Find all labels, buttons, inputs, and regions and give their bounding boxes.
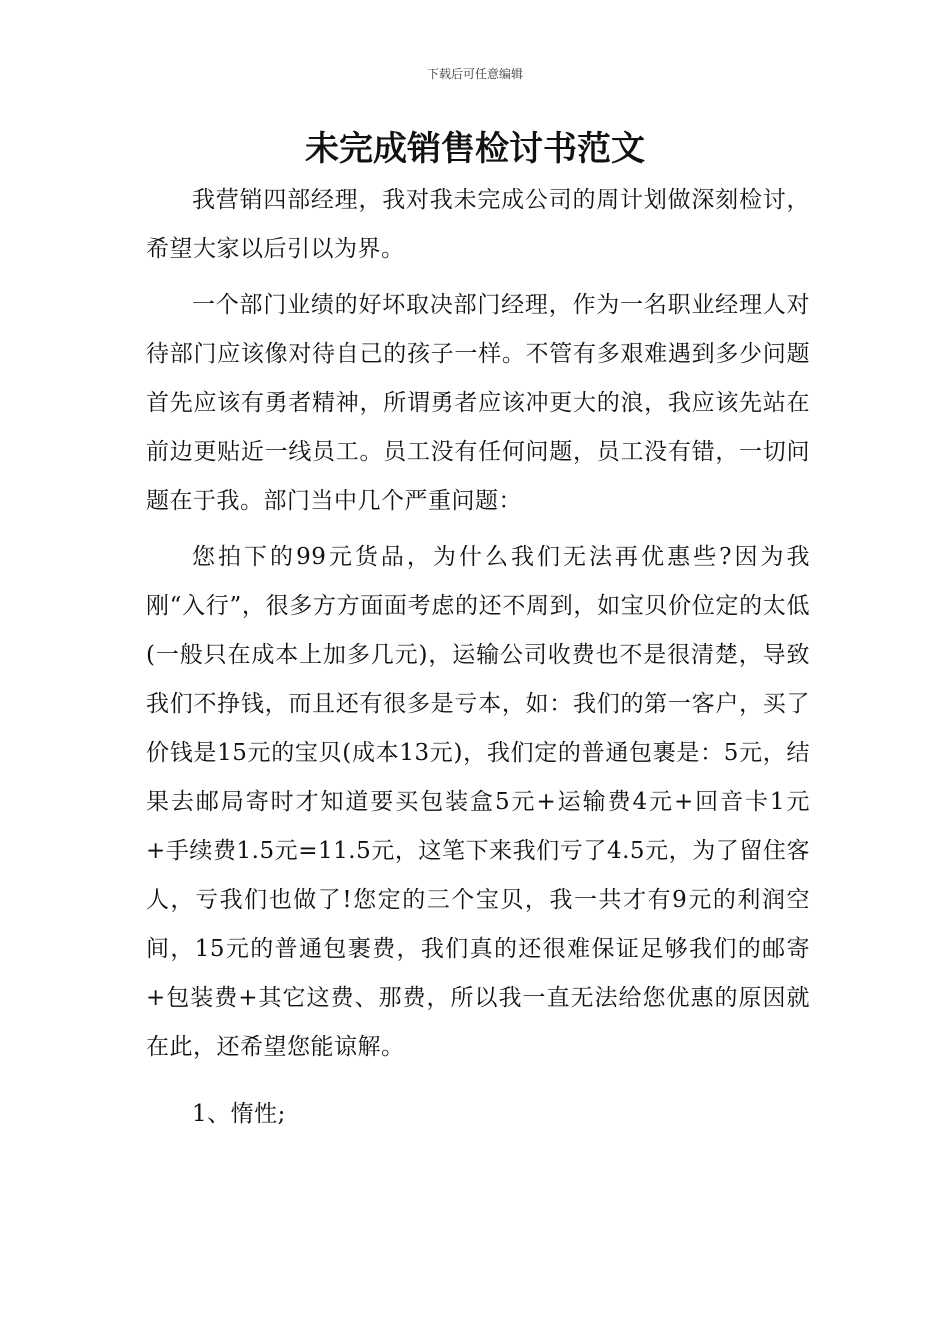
- document-title: 未完成销售检讨书范文: [305, 129, 645, 169]
- header-note: 下载后可任意编辑: [426, 67, 523, 81]
- document-body: [146, 176, 810, 1139]
- paragraph-pricing-explanation: 您拍下的99元货品，为什么我们无法再优惠些?因为我刚“入行”，很多方方面面考虑的还不周到，如宝贝价位定的太低(一般只在成本上加多几元)，运输公司收费也不是很清楚，导致我们不挣钱，而且还有很多是亏本，如：我们的第一客户，买了价钱是15元的宝贝(成本13元)，我们定的普通包裹是：5元，结果去邮局寄时才知道要买包装盒5元+运输费4元+回音卡1元+手续费1.5元=11.5元，这笔下来我们亏了4.5元，为了留住客人，亏我们也做了!您定的三个宝贝，我一共才有9元的利润空间，15元的普通包裹费，我们真的还很难保证足够我们的邮寄+包装费+其它这费、那费，所以我一直无法给您优惠的原因就在此，还希望您能谅解。: [146, 544, 810, 1060]
- paragraph-list-item-1: 1、惰性;: [192, 1101, 286, 1127]
- paragraph-intro: 我营销四部经理，我对我未完成公司的周计划做深刻检讨，希望大家以后引以为界。: [146, 187, 810, 262]
- paragraph-responsibility: 一个部门业绩的好坏取决部门经理，作为一名职业经理人对待部门应该像对待自己的孩子一样。不管有多艰难遇到多少问题首先应该有勇者精神，所谓勇者应该冲更大的浪，我应该先站在前边更贴近一线员工。员工没有任何问题，员工没有错，一切问题在于我。部门当中几个严重问题：: [146, 292, 810, 514]
